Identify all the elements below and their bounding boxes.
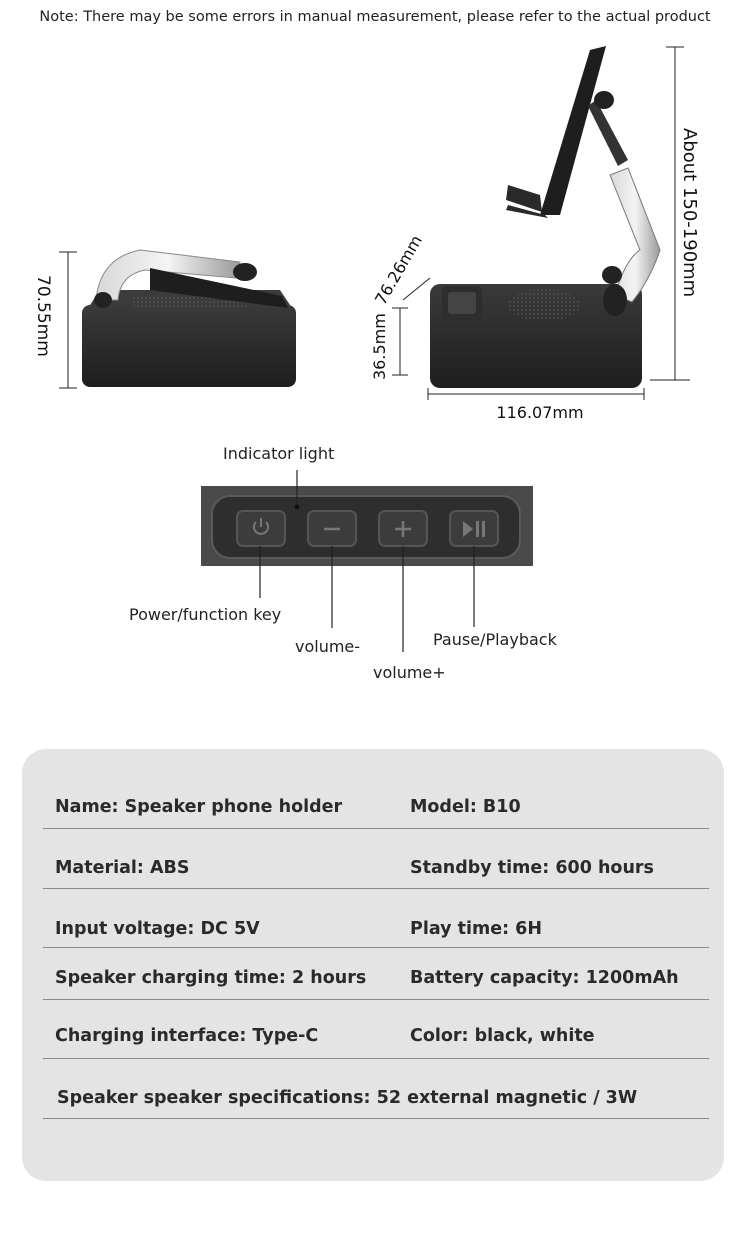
- volume-down-label: volume-: [295, 637, 361, 656]
- width-dimension: [428, 388, 644, 422]
- folded-device-image: [82, 250, 296, 387]
- spec-charging-interface: Charging interface: Type-C: [55, 1026, 319, 1046]
- volume-up-icon: [379, 511, 427, 546]
- open-device-image: [430, 46, 660, 388]
- spec-row: [43, 856, 709, 889]
- base-height-label: 36.5mm: [370, 313, 389, 380]
- spec-material: Material: ABS: [55, 858, 190, 878]
- base-height-dimension: [370, 308, 408, 380]
- width-label: 116.07mm: [496, 403, 584, 422]
- spec-speaker-specifications: Speaker speaker specifications: 52 external magnetic / 3W: [57, 1088, 638, 1108]
- power-button-icon: [237, 511, 285, 546]
- volume-down-icon: [308, 511, 356, 546]
- spec-model: Model: B10: [410, 797, 521, 817]
- spec-standby-time: Standby time: 600 hours: [410, 858, 654, 878]
- stand-height-dimension: [650, 47, 700, 380]
- play-pause-icon: [450, 511, 498, 546]
- indicator-light-label: Indicator light: [223, 444, 335, 463]
- diagonal-label: 76.26mm: [371, 231, 426, 308]
- spec-row-full: [43, 1087, 709, 1119]
- spec-row: [43, 795, 709, 829]
- folded-height-label: 70.55mm: [33, 275, 53, 357]
- stand-height-label: About 150-190mm: [679, 128, 700, 298]
- diagonal-dimension: [371, 232, 430, 308]
- spec-input-voltage: Input voltage: DC 5V: [55, 919, 260, 939]
- power-key-label: Power/function key: [129, 605, 282, 624]
- spec-row: [43, 968, 709, 1000]
- spec-battery-capacity: Battery capacity: 1200mAh: [410, 968, 679, 988]
- specifications-panel: [22, 749, 724, 1181]
- measurement-note: Note: There may be some errors in manual measurement, please refer to the actual product: [39, 9, 711, 25]
- volume-up-label: volume+: [373, 663, 446, 682]
- spec-charging-time: Speaker charging time: 2 hours: [55, 968, 367, 988]
- folded-height-dimension: [33, 252, 77, 388]
- spec-row: [43, 1026, 709, 1059]
- pause-playback-label: Pause/Playback: [433, 630, 557, 649]
- button-strip-image: [201, 486, 533, 566]
- spec-color: Color: black, white: [410, 1026, 595, 1046]
- spec-name: Name: Speaker phone holder: [55, 797, 343, 817]
- spec-play-time: Play time: 6H: [410, 919, 542, 939]
- spec-row: [43, 917, 709, 948]
